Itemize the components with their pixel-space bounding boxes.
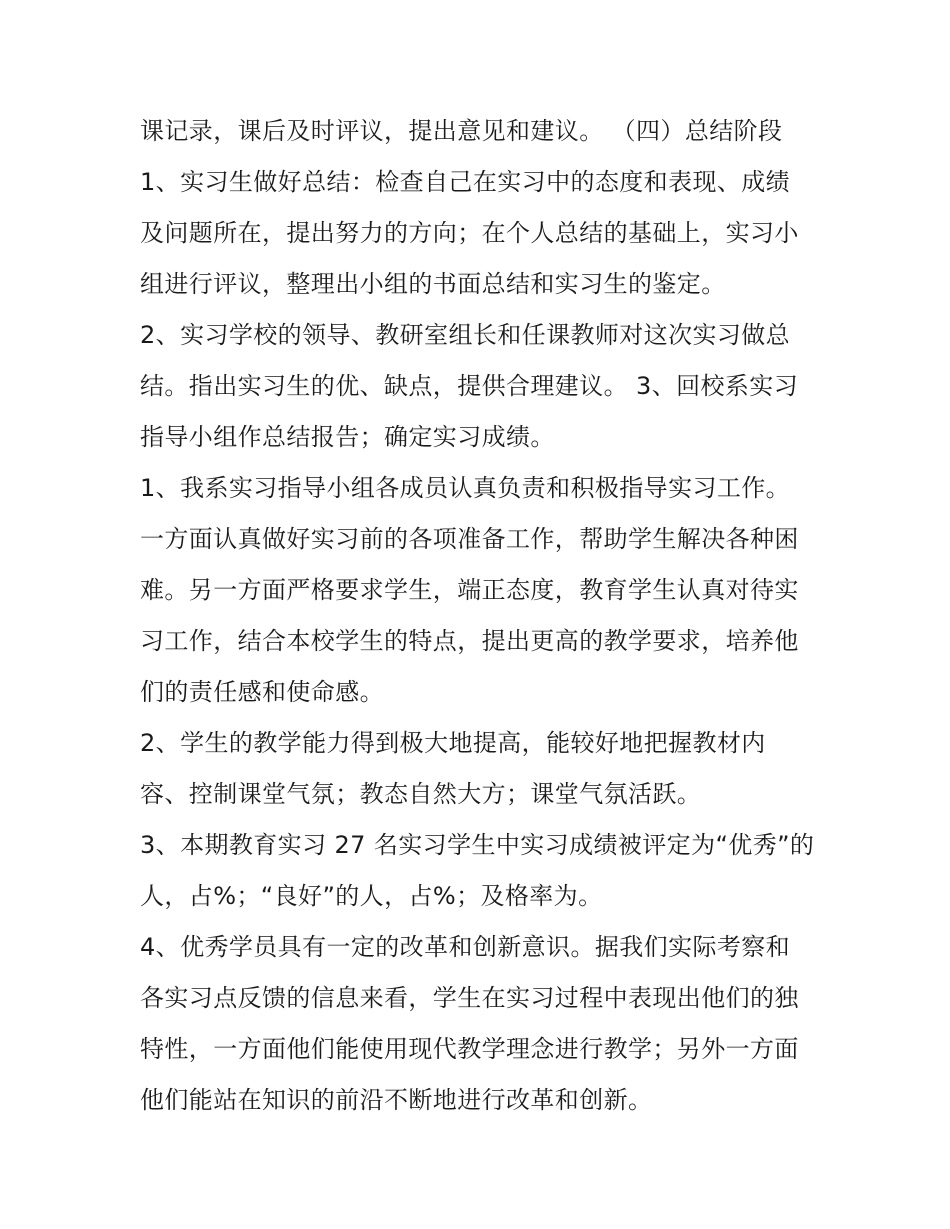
text-line: 人，占%；“良好”的人，占%；及格率为。 [140, 882, 603, 910]
text-line: 指导小组作总结报告；确定实习成绩。 [140, 423, 555, 451]
text-line: 课记录，课后及时评议，提出意见和建议。 （四）总结阶段 [140, 117, 783, 145]
text-line: 他们能站在知识的前沿不断地进行改革和创新。 [140, 1086, 653, 1114]
text-line: 习工作，结合本校学生的特点，提出更高的教学要求，培养他 [140, 627, 799, 655]
text-line: 及问题所在，提出努力的方向；在个人总结的基础上，实习小 [140, 219, 799, 247]
document-body [140, 106, 830, 1126]
text-line: 3、本期教育实习 27 名实习学生中实习成绩被评定为“优秀”的 [140, 831, 815, 859]
text-line: 一方面认真做好实习前的各项准备工作，帮助学生解决各种困 [140, 525, 799, 553]
text-line: 们的责任感和使命感。 [140, 678, 384, 706]
text-line: 难。另一方面严格要求学生，端正态度，教育学生认真对待实 [140, 576, 799, 604]
text-line: 容、控制课堂气氛；教态自然大方；课堂气氛活跃。 [140, 780, 702, 808]
text-line: 2、实习学校的领导、教研室组长和任课教师对这次实习做总 [140, 321, 791, 349]
text-line: 特性，一方面他们能使用现代教学理念进行教学；另外一方面 [140, 1035, 799, 1063]
text-line: 组进行评议，整理出小组的书面总结和实习生的鉴定。 [140, 270, 726, 298]
text-line: 各实习点反馈的信息来看，学生在实习过程中表现出他们的独 [140, 984, 799, 1012]
text-line: 4、优秀学员具有一定的改革和创新意识。据我们实际考察和 [140, 933, 791, 961]
text-line: 1、我系实习指导小组各成员认真负责和积极指导实习工作。 [140, 474, 791, 502]
text-line: 1、实习生做好总结：检查自己在实习中的态度和表现、成绩 [140, 168, 791, 196]
text-line: 2、学生的教学能力得到极大地提高，能较好地把握教材内 [140, 729, 766, 757]
text-line: 结。指出实习生的优、缺点，提供合理建议。 3、回校系实习 [140, 372, 799, 400]
